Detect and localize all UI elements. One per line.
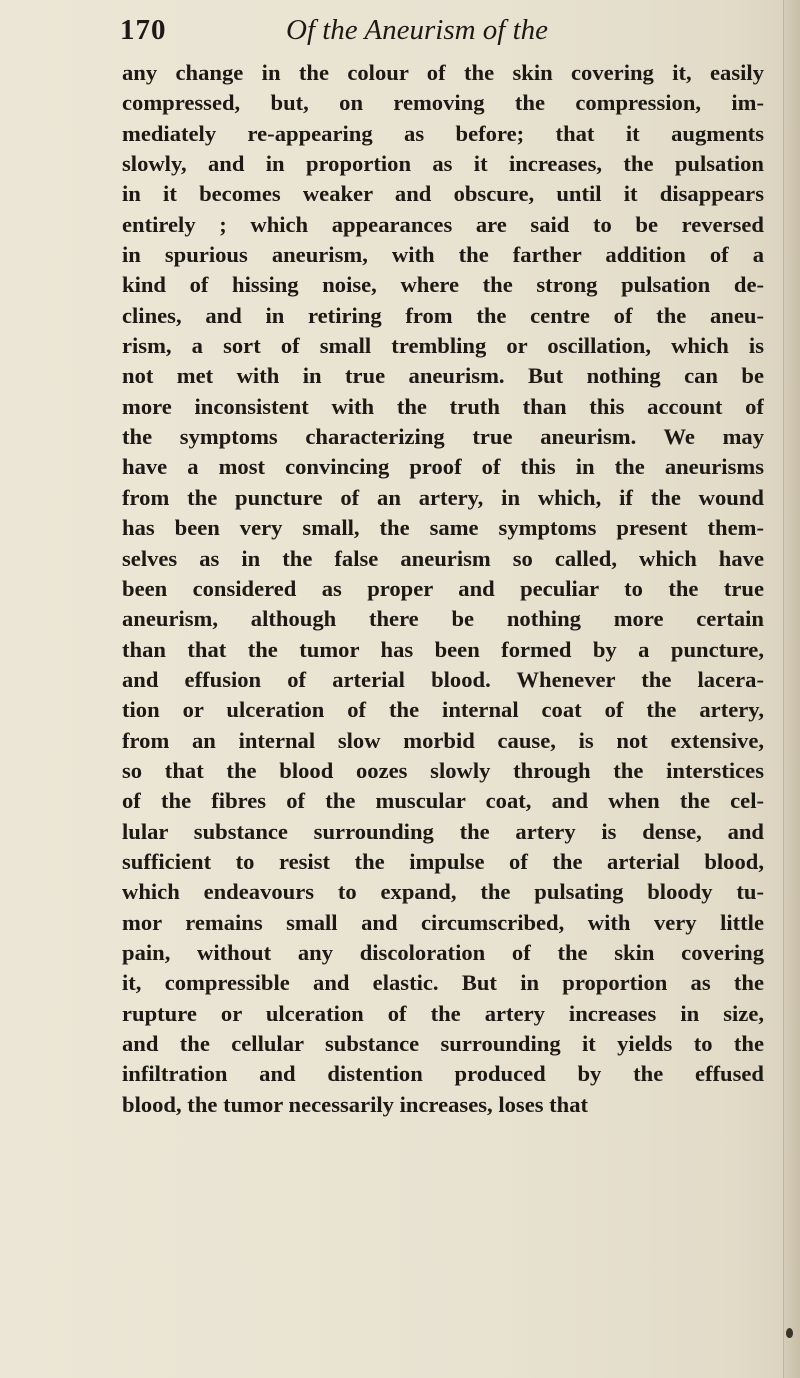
text-line: more inconsistent with the truth than this account of <box>122 393 764 419</box>
text-line: infiltration and distention produced by the effused <box>122 1061 764 1087</box>
text-line: any change in the colour of the skin covering it, easily <box>122 60 764 85</box>
text-line: and effusion of arterial blood. Whenever the lacera- <box>122 666 764 692</box>
text-line: kind of hissing noise, where the strong pulsation de- <box>122 272 764 298</box>
text-line: from an internal slow morbid cause, is not extensive, <box>122 727 764 753</box>
text-line: rupture or ulceration of the artery increases in size, <box>122 1000 764 1026</box>
text-line: in spurious aneurism, with the farther addition of a <box>122 242 764 268</box>
text-line: blood, the tumor necessarily increases, loses that <box>122 1091 589 1117</box>
running-head <box>120 10 760 50</box>
text-line: it, compressible and elastic. But in proportion as the <box>122 970 764 996</box>
text-line: which endeavours to expand, the pulsating bloody tu- <box>122 879 764 905</box>
running-title: Of the Aneurism of the <box>286 14 549 46</box>
text-line: clines, and in retiring from the centre of the aneu- <box>122 302 764 328</box>
page-edge <box>783 0 800 1378</box>
text-line: tion or ulceration of the internal coat of the artery, <box>122 697 764 723</box>
text-line: have a most convincing proof of this in the aneurisms <box>122 454 764 480</box>
text-line: the symptoms characterizing true aneurism. We may <box>122 424 764 450</box>
text-line: entirely ; which appearances are said to be reversed <box>122 211 764 237</box>
text-line: aneurism, although there be nothing more certain <box>122 606 764 632</box>
text-line: than that the tumor has been formed by a puncture, <box>122 636 764 662</box>
text-line: rism, a sort of small trembling or oscillation, which is <box>122 333 764 359</box>
text-line: compressed, but, on removing the compression, im- <box>122 90 764 116</box>
body-text <box>122 58 764 1120</box>
text-line: has been very small, the same symptoms present them- <box>122 515 764 541</box>
text-line: in it becomes weaker and obscure, until it disappears <box>122 181 764 207</box>
text-line: mediately re-appearing as before; that it augments <box>122 120 764 146</box>
text-line: slowly, and in proportion as it increases, the pulsation <box>122 151 764 177</box>
text-line: pain, without any discoloration of the skin covering <box>122 939 764 965</box>
text-line: mor remains small and circumscribed, with very little <box>122 909 764 935</box>
text-line: and the cellular substance surrounding it yields to the <box>122 1031 764 1056</box>
text-line: lular substance surrounding the artery is dense, and <box>122 818 764 844</box>
text-line: from the puncture of an artery, in which, if the wound <box>122 484 764 510</box>
text-line: of the fibres of the muscular coat, and when the cel- <box>122 788 764 814</box>
ink-spot <box>786 1328 793 1338</box>
text-line: sufficient to resist the impulse of the arterial blood, <box>122 848 764 874</box>
text-line: selves as in the false aneurism so called, which have <box>122 545 764 571</box>
text-line: been considered as proper and peculiar to the true <box>122 575 764 601</box>
text-line: not met with in true aneurism. But nothing can be <box>122 363 764 389</box>
text-line: so that the blood oozes slowly through the interstices <box>122 757 764 783</box>
page-number: 170 <box>120 14 167 46</box>
